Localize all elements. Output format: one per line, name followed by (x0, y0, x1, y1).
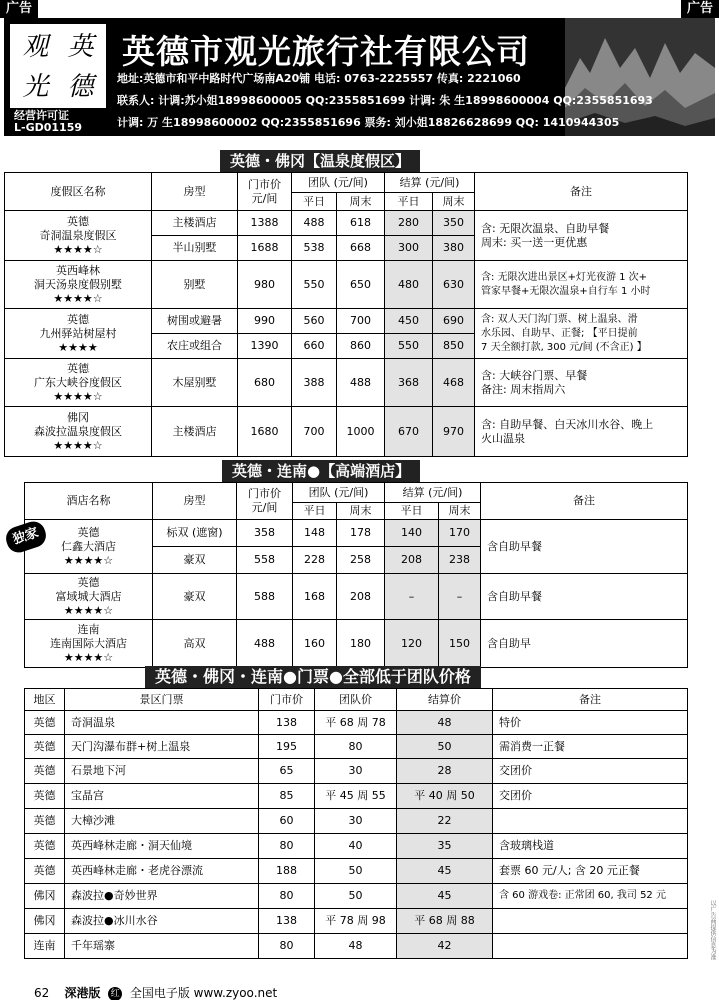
table-row (25, 859, 688, 884)
note: 需消费一正餐 (493, 735, 688, 759)
license-label: 经营许可证 (14, 109, 69, 122)
area: 英德 (25, 784, 65, 809)
section-title: 英德・连南●【高端酒店】 (222, 460, 420, 482)
section-title: 英德・佛冈【温泉度假区】 (220, 150, 420, 172)
group-price: 48 (315, 934, 397, 959)
spot: 奇洞温泉 (65, 711, 259, 735)
header-name: 酒店名称 (25, 483, 153, 520)
table-row (5, 211, 688, 236)
group-weekend: 258 (337, 547, 385, 574)
group-price: 平 68 周 78 (315, 711, 397, 735)
area: 英德 (25, 711, 65, 735)
door-price: 558 (237, 547, 293, 574)
door-price: 1388 (238, 211, 292, 236)
group-weekend: 700 (337, 309, 385, 334)
area: 英德 (25, 859, 65, 884)
group-weekend: 178 (337, 520, 385, 547)
group-price: 80 (315, 735, 397, 759)
header-area: 地区 (25, 689, 65, 711)
header-door-price: 门市价 (259, 689, 315, 711)
room-type: 标双 (遮窗) (153, 520, 237, 547)
header-room: 房型 (153, 483, 237, 520)
logo-char: 观 (22, 32, 49, 62)
note: 含: 自助早餐、白天冰川水谷、晚上 火山温泉 (475, 407, 688, 457)
note: 交团价 (493, 759, 688, 784)
table-row (5, 309, 688, 334)
header-weekday: 平日 (293, 503, 337, 520)
room-type: 高双 (153, 620, 237, 668)
settle-weekday: 208 (385, 547, 439, 574)
door-price: 138 (259, 909, 315, 934)
resort-name: 英德 广东大峡谷度假区 ★★★★☆ (5, 359, 152, 407)
note: 含 60 游戏卷: 正常团 60, 我司 52 元 (493, 884, 688, 909)
area: 佛冈 (25, 909, 65, 934)
ticket-table (24, 688, 688, 959)
area: 英德 (25, 809, 65, 834)
group-weekend: 1000 (337, 407, 385, 457)
settle-weekday: 480 (385, 261, 433, 309)
header-settle-price: 结算价 (397, 689, 493, 711)
section-title-band (0, 666, 719, 688)
header-note: 备注 (475, 173, 688, 211)
settle-price: 45 (397, 884, 493, 909)
room-type: 主楼酒店 (152, 211, 238, 236)
settle-price: 28 (397, 759, 493, 784)
page-number: 62 (34, 986, 50, 1000)
settle-price: 50 (397, 735, 493, 759)
settle-weekday: – (385, 574, 439, 620)
group-weekday: 160 (293, 620, 337, 668)
settle-price: 42 (397, 934, 493, 959)
section-title-band (0, 460, 719, 482)
group-weekend: 488 (337, 359, 385, 407)
table-row (25, 759, 688, 784)
door-price: 1680 (238, 407, 292, 457)
ad-tag-right: 广告 (681, 0, 719, 18)
table-row (25, 520, 688, 547)
section-title: 英德・佛冈・连南●门票●全部低于团队价格 (145, 666, 481, 688)
header-weekend: 周末 (439, 503, 481, 520)
table-row (5, 261, 688, 309)
settle-price: 平 40 周 50 (397, 784, 493, 809)
logo-char: 德 (67, 72, 94, 102)
settle-price: 45 (397, 859, 493, 884)
settle-weekday: 140 (385, 520, 439, 547)
settle-weekend: 690 (433, 309, 475, 334)
room-type: 树围或避暑 (152, 309, 238, 334)
settle-weekend: 380 (433, 236, 475, 261)
door-price: 80 (259, 934, 315, 959)
group-weekday: 488 (292, 211, 337, 236)
hotel-name: 英德 仁鑫大酒店 ★★★★☆ (25, 520, 153, 574)
table-row (25, 934, 688, 959)
settle-price: 平 68 周 88 (397, 909, 493, 934)
header-weekend: 周末 (433, 193, 475, 211)
room-type: 木屋别墅 (152, 359, 238, 407)
note: 含: 无限次温泉、自助早餐 周末: 买一送一更优惠 (475, 211, 688, 261)
note: 含玻璃栈道 (493, 834, 688, 859)
section-title-band (0, 150, 719, 172)
settle-price: 35 (397, 834, 493, 859)
settle-weekend: 350 (433, 211, 475, 236)
settle-weekend: – (439, 574, 481, 620)
note (493, 934, 688, 959)
group-price: 30 (315, 809, 397, 834)
settle-weekday: 670 (385, 407, 433, 457)
group-weekend: 180 (337, 620, 385, 668)
area: 英德 (25, 735, 65, 759)
room-type: 别墅 (152, 261, 238, 309)
table-row (25, 735, 688, 759)
room-type: 豪双 (153, 574, 237, 620)
group-weekday: 660 (292, 334, 337, 359)
header-group-price: 团队价 (315, 689, 397, 711)
group-weekend: 668 (337, 236, 385, 261)
resort-name: 英西峰林 洞天汤泉度假别墅 ★★★★☆ (5, 261, 152, 309)
area: 英德 (25, 759, 65, 784)
spot: 英西峰林走廊・老虎谷漂流 (65, 859, 259, 884)
door-price: 358 (237, 520, 293, 547)
group-price: 平 78 周 98 (315, 909, 397, 934)
door-price: 588 (237, 574, 293, 620)
header-door-price: 门市价 元/间 (237, 483, 293, 520)
logo-char: 光 (22, 72, 49, 102)
exclusive-badge: 独家 (3, 518, 49, 555)
room-type: 豪双 (153, 547, 237, 574)
group-price: 50 (315, 884, 397, 909)
header-weekend: 周末 (337, 503, 385, 520)
settle-weekday: 368 (385, 359, 433, 407)
area: 连南 (25, 934, 65, 959)
table-row (5, 407, 688, 457)
settle-weekday: 450 (385, 309, 433, 334)
group-weekday: 388 (292, 359, 337, 407)
header-name: 度假区名称 (5, 173, 152, 211)
hotel-table (24, 482, 688, 668)
company-header (4, 18, 715, 136)
door-price: 138 (259, 711, 315, 735)
table-row (25, 809, 688, 834)
table-row (25, 884, 688, 909)
group-weekday: 168 (293, 574, 337, 620)
company-name: 英德市观光旅行社有限公司 (122, 32, 530, 71)
staff-contact-line-2: 计调: 万 生18998600002 QQ:2355851696 票务: 刘小姐18826628699 QQ: 1410944305 (117, 116, 620, 129)
door-price: 60 (259, 809, 315, 834)
header-weekday: 平日 (385, 193, 433, 211)
settle-weekday: 120 (385, 620, 439, 668)
spot: 英西峰林走廊・洞天仙境 (65, 834, 259, 859)
note: 含自助早 (481, 620, 688, 668)
spot: 大樟沙滩 (65, 809, 259, 834)
group-price: 50 (315, 859, 397, 884)
note: 特价 (493, 711, 688, 735)
header-note: 备注 (481, 483, 688, 520)
staff-contact-line-1: 联系人: 计调:苏小姐18998600005 QQ:2355851699 计调: 朱 生18998600004 QQ:2355851693 (117, 94, 653, 107)
table-row (25, 784, 688, 809)
license-info (14, 110, 82, 134)
license-number: L-GD01159 (14, 121, 83, 134)
table-row (25, 620, 688, 668)
door-price: 1390 (238, 334, 292, 359)
hotel-name: 连南 连南国际大酒店 ★★★★☆ (25, 620, 153, 668)
resort-name: 英德 奇洞温泉度假区 ★★★★☆ (5, 211, 152, 261)
page-footer (34, 984, 277, 1000)
settle-weekday: 300 (385, 236, 433, 261)
spot: 宝晶宫 (65, 784, 259, 809)
area: 佛冈 (25, 884, 65, 909)
door-price: 80 (259, 834, 315, 859)
note: 含: 无限次进出景区+灯光夜游 1 次+ 管家早餐+无限次温泉+自行车 1 小时 (475, 261, 688, 309)
note: 含自助早餐 (481, 520, 688, 574)
header-settle: 结算 (元/间) (385, 483, 481, 503)
ad-tag-left: 广告 (0, 0, 38, 18)
table-row (25, 909, 688, 934)
note: 交团价 (493, 784, 688, 809)
note: 含: 大峡谷门票、早餐 备注: 周末指周六 (475, 359, 688, 407)
settle-price: 48 (397, 711, 493, 735)
door-price: 1688 (238, 236, 292, 261)
header-door-price: 门市价 元/间 (238, 173, 292, 211)
header-weekday: 平日 (385, 503, 439, 520)
header-group: 团队 (元/间) (292, 173, 385, 193)
website-label: 全国电子版 www.zyoo.net (129, 986, 278, 1000)
logo-char: 英 (67, 32, 94, 62)
company-logo (10, 24, 106, 108)
group-weekend: 618 (337, 211, 385, 236)
side-disclaimer: 以广告商提供信息为准 (709, 900, 716, 960)
settle-weekend: 468 (433, 359, 475, 407)
table-row (5, 359, 688, 407)
settle-price: 22 (397, 809, 493, 834)
table-row (25, 834, 688, 859)
note: 含自助早餐 (481, 574, 688, 620)
spot: 千年瑶寨 (65, 934, 259, 959)
note (493, 909, 688, 934)
settle-weekday: 550 (385, 334, 433, 359)
door-price: 188 (259, 859, 315, 884)
spot: 森波拉●冰川水谷 (65, 909, 259, 934)
door-price: 990 (238, 309, 292, 334)
door-price: 80 (259, 884, 315, 909)
header-weekend: 周末 (337, 193, 385, 211)
group-weekday: 538 (292, 236, 337, 261)
group-weekend: 650 (337, 261, 385, 309)
header-group: 团队 (元/间) (293, 483, 385, 503)
group-weekday: 700 (292, 407, 337, 457)
header-weekday: 平日 (292, 193, 337, 211)
settle-weekend: 170 (439, 520, 481, 547)
room-type: 半山别墅 (152, 236, 238, 261)
settle-weekend: 630 (433, 261, 475, 309)
resort-table (4, 172, 688, 457)
group-price: 平 45 周 55 (315, 784, 397, 809)
spot: 天门沟瀑布群+树上温泉 (65, 735, 259, 759)
group-weekend: 208 (337, 574, 385, 620)
settle-weekend: 970 (433, 407, 475, 457)
group-price: 30 (315, 759, 397, 784)
note: 套票 60 元/人; 含 20 元正餐 (493, 859, 688, 884)
group-price: 40 (315, 834, 397, 859)
table-row (25, 711, 688, 735)
settle-weekend: 850 (433, 334, 475, 359)
header-note: 备注 (493, 689, 688, 711)
group-weekday: 148 (293, 520, 337, 547)
door-price: 980 (238, 261, 292, 309)
door-price: 85 (259, 784, 315, 809)
header-spot: 景区门票 (65, 689, 259, 711)
door-price: 195 (259, 735, 315, 759)
spot: 石景地下河 (65, 759, 259, 784)
settle-weekend: 238 (439, 547, 481, 574)
group-weekday: 550 (292, 261, 337, 309)
spot: 森波拉●奇妙世界 (65, 884, 259, 909)
door-price: 680 (238, 359, 292, 407)
room-type: 农庄或组合 (152, 334, 238, 359)
group-weekday: 560 (292, 309, 337, 334)
address-contact-line: 地址:英德市和平中路时代广场南A20铺 电话: 0763-2225557 传真: 2221060 (117, 72, 521, 85)
group-weekday: 228 (293, 547, 337, 574)
hotel-name: 英德 富域城大酒店 ★★★★☆ (25, 574, 153, 620)
header-room: 房型 (152, 173, 238, 211)
resort-name: 英德 九州驿站树屋村 ★★★★ (5, 309, 152, 359)
resort-name: 佛冈 森波拉温泉度假区 ★★★★☆ (5, 407, 152, 457)
settle-weekday: 280 (385, 211, 433, 236)
note: 含: 双人天门沟门票、树上温泉、滑 水乐园、自助早、正餐; 【平日提前 7 天全额打款, 300 元/间 (不含正) 】 (475, 309, 688, 359)
group-weekend: 860 (337, 334, 385, 359)
table-row (25, 574, 688, 620)
door-price: 488 (237, 620, 293, 668)
header-settle: 结算 (元/间) (385, 173, 475, 193)
area: 英德 (25, 834, 65, 859)
room-type: 主楼酒店 (152, 407, 238, 457)
settle-weekend: 150 (439, 620, 481, 668)
door-price: 65 (259, 759, 315, 784)
edition-label: 深港版 (64, 986, 101, 1000)
note (493, 809, 688, 834)
edition-badge: 红 (108, 987, 122, 1000)
